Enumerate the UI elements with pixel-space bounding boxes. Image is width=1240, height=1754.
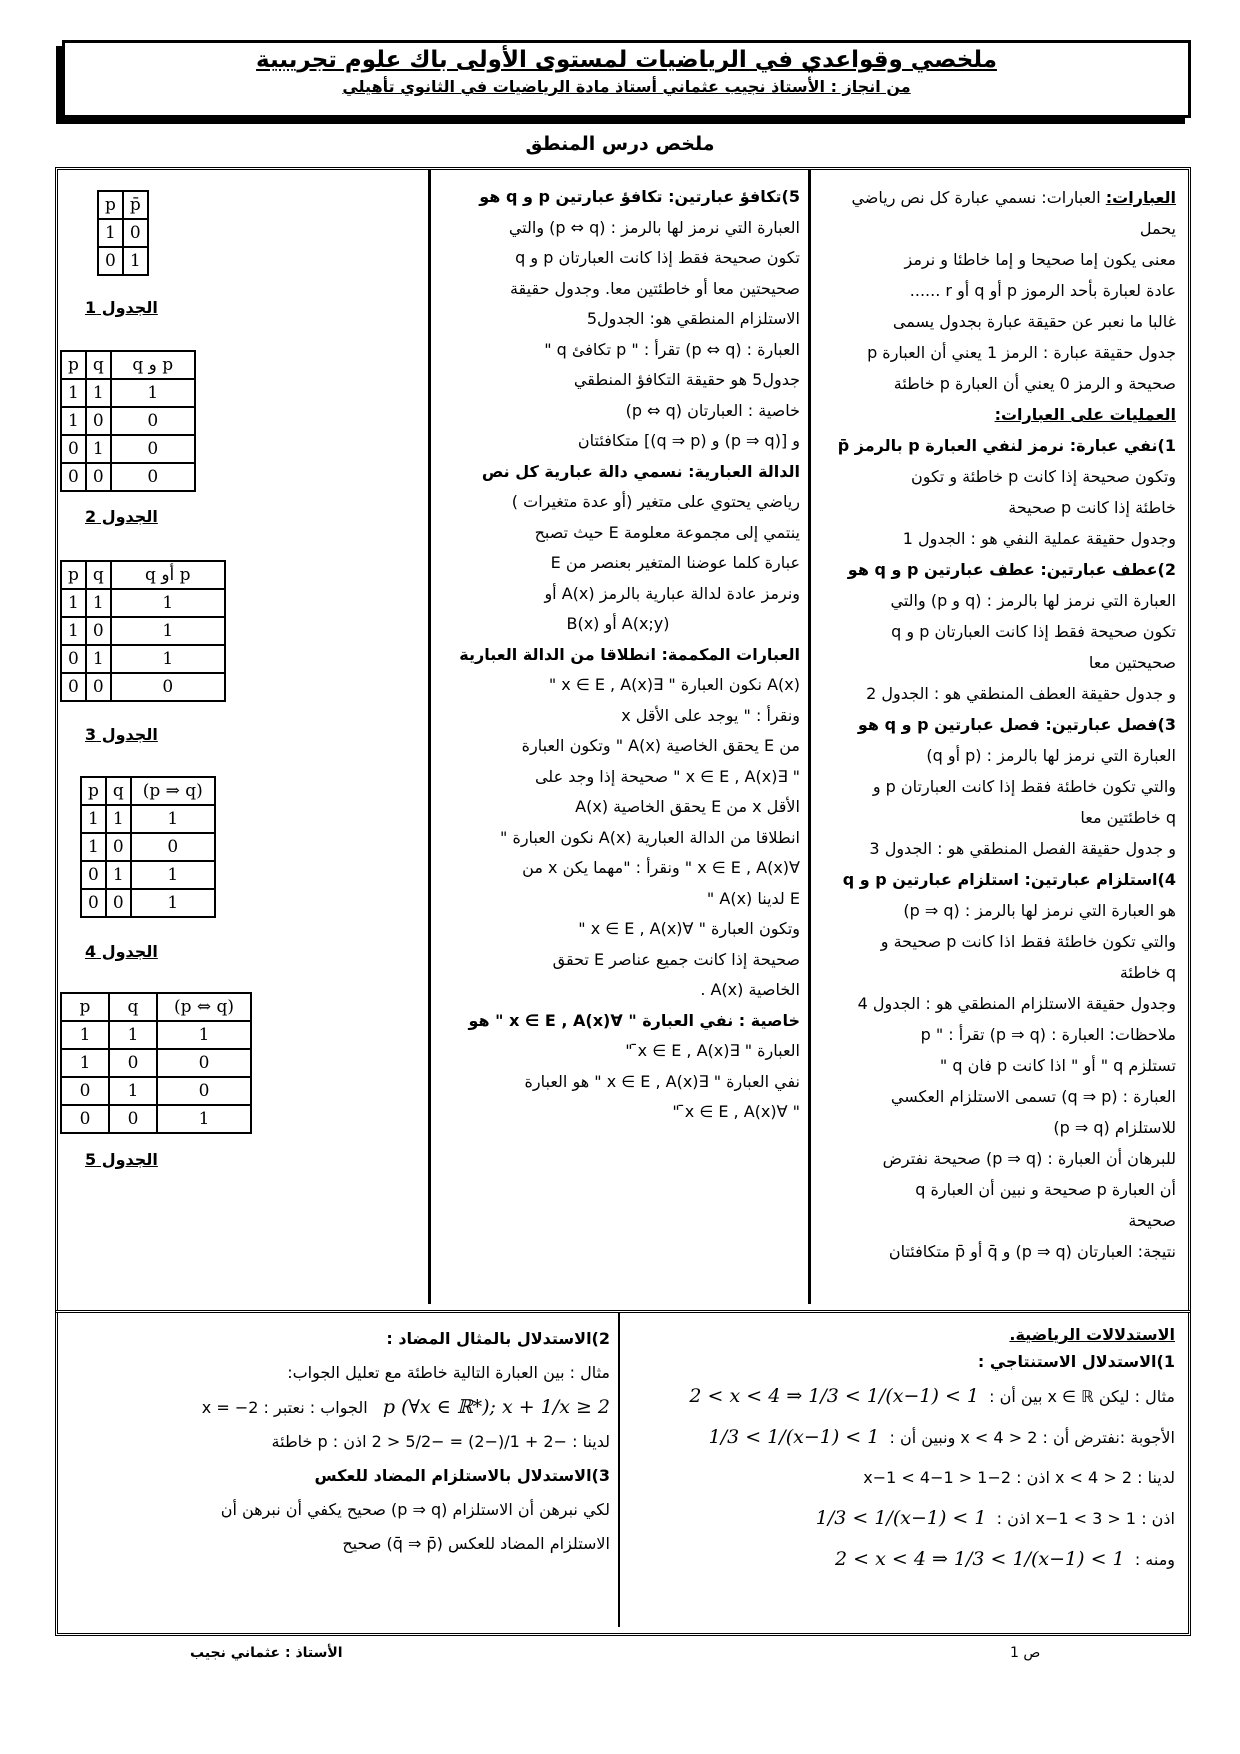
- table-cell: 0: [111, 407, 195, 435]
- propfunc-2: رياضي يحتوي على متغير (أو عدة متغيرات ): [511, 492, 800, 511]
- negation-prop-2: العبارة " ∃x ∈ E , A(x)̄ ": [625, 1041, 800, 1060]
- table-cell: 1: [61, 589, 86, 617]
- table-cell: 0: [111, 435, 195, 463]
- table-cell: 1: [81, 833, 106, 861]
- counterexample-title: 2)الاستدلال بالمثال المضاد :: [386, 1329, 610, 1348]
- table-cell: 0: [81, 889, 106, 917]
- equivalence-1: 5)تكافؤ عبارتين: تكافؤ عبارتين p و q هو: [479, 187, 800, 206]
- table-1-block: [97, 190, 149, 276]
- bottom-left-column: [65, 1322, 610, 1561]
- ops-title: العمليات على العبارات:: [994, 405, 1176, 424]
- quantified-6: الأقل x من E يحقق الخاصية A(x): [575, 797, 800, 816]
- table-cell: 0: [81, 861, 106, 889]
- deductive-step-3: [630, 1539, 1175, 1580]
- divider-right: [808, 170, 811, 1304]
- quantified-4: من E يحقق الخاصية A(x) " وتكون العبارة: [521, 736, 800, 755]
- quantified-10: وتكون العبارة " ∀x ∈ E , A(x) ": [578, 919, 800, 938]
- statements-label: العبارات:: [1105, 188, 1176, 207]
- table-cell: 1: [157, 1021, 251, 1049]
- table-1-caption: الجدول 1: [85, 298, 158, 317]
- table-cell: 1: [86, 435, 111, 463]
- middle-column: [436, 182, 800, 1128]
- equivalence-7: جدول5 هو حقيقة التكافؤ المنطقي: [573, 370, 800, 389]
- table-cell: 0: [111, 463, 195, 491]
- table-cell: 0: [61, 673, 86, 701]
- step2-math: 1/3 < 1/(x−1) < 1: [815, 1507, 987, 1529]
- quantified-9: E لدينا A(x) ": [706, 888, 800, 908]
- remarks-4: للاستلزام (p ⇒ q): [1053, 1118, 1176, 1137]
- table-cell: 1: [61, 1049, 109, 1077]
- table-header: q: [109, 993, 157, 1021]
- conjunction-3: تكون صحيحة فقط إذا كانت العبارتان p و q: [891, 622, 1176, 641]
- lower-divider: [618, 1313, 620, 1627]
- footer-author: الأستاذ : عثماني نجيب: [190, 1645, 343, 1661]
- table-header: (p ⇔ q): [157, 993, 251, 1021]
- table-cell: 1: [61, 1021, 109, 1049]
- quantified-12: الخاصية A(x) .: [700, 980, 800, 999]
- conjunction-1: 2)عطف عبارتين: عطف عبارتين p و q هو: [847, 560, 1176, 579]
- truth-table-1: [97, 190, 149, 276]
- remarks-3: العبارة : (q ⇒ p) تسمى الاستلزام العكسي: [890, 1087, 1176, 1106]
- footer-page-number: ص 1: [1010, 1645, 1041, 1661]
- negation-4: وجدول حقيقة عملية النفي هو : الجدول 1: [902, 529, 1176, 548]
- negation-3: خاطئة إذا كانت p صحيحة: [1008, 498, 1176, 517]
- table-header: (p ⇒ q): [131, 777, 215, 805]
- equivalence-2: العبارة التي نرمز لها بالرمز : (p ⇔ q) والتي: [508, 217, 800, 237]
- text-l1: العبارات: نسمي عبارة كل نص رياضي يحمل: [851, 188, 1176, 238]
- table-cell: 1: [106, 805, 131, 833]
- table-cell: 0: [111, 673, 225, 701]
- conjunction-5: و جدول حقيقة العطف المنطقي هو : الجدول 2: [866, 684, 1176, 703]
- table-cell: 1: [86, 645, 111, 673]
- table-cell: 1: [111, 645, 225, 673]
- table-cell: 0: [61, 1105, 109, 1133]
- disjunction-1: 3)فصل عبارتين: فصل عبارتين p و q هو: [857, 715, 1176, 734]
- table-cell: 1: [157, 1105, 251, 1133]
- deductive-step-2: [630, 1498, 1175, 1539]
- table-cell: 0: [61, 1077, 109, 1105]
- table-header: p: [98, 191, 123, 219]
- title-box: [62, 40, 1191, 118]
- table-cell: 1: [81, 805, 106, 833]
- deductive-step-1: لدينا : 2 < x < 4 اذن : 2−1 < x−1 < 4−1: [863, 1468, 1175, 1487]
- deductive-title: 1)الاستدلال الاستنتاجي :: [977, 1352, 1175, 1371]
- equivalence-6: العبارة : (p ⇔ q) تقرأ : " p تكافئ q ": [544, 339, 800, 359]
- table-2-block: [60, 350, 196, 492]
- remarks-1: ملاحظات: العبارة : (p ⇒ q) تقرأ : " p: [920, 1025, 1176, 1044]
- table-cell: 1: [123, 247, 148, 275]
- remarks-2: تستلزم q " أو " اذا كانت p فان q ": [939, 1056, 1176, 1075]
- deductive-example: [630, 1376, 1175, 1417]
- table-cell: 1: [86, 589, 111, 617]
- counterexample-formula: p (∀x ∈ ℝ*); x + 1/x ≥ 2: [382, 1396, 610, 1418]
- example-math: 2 < x < 4 ⇒ 1/3 < 1/(x−1) < 1: [689, 1385, 979, 1407]
- text-l3: عادة لعبارة بأحد الرموز p أو q أو r ......: [909, 281, 1176, 300]
- table-cell: 0: [109, 1049, 157, 1077]
- table-header: q أو p: [111, 561, 225, 589]
- text-l4: غالبا ما نعبر عن حقيقة عبارة بجدول يسمى: [892, 312, 1176, 331]
- table-cell: 1: [86, 379, 111, 407]
- table-cell: 1: [109, 1077, 157, 1105]
- table-cell: 1: [98, 219, 123, 247]
- table-cell: 0: [86, 407, 111, 435]
- table-header: p: [61, 993, 109, 1021]
- contrapositive-line2: الاستلزام المضاد للعكس (q̄ ⇒ p̄) صحيح: [342, 1534, 610, 1553]
- table-cell: 1: [111, 617, 225, 645]
- table-header: q و p: [111, 351, 195, 379]
- table-cell: 0: [86, 617, 111, 645]
- table-header: p: [61, 561, 86, 589]
- deductive-answer: [630, 1417, 1175, 1458]
- negation-2: وتكون صحيحة إذا كانت p خاطئة و تكون: [910, 467, 1176, 486]
- section-title: ملخص درس المنطق: [525, 133, 715, 155]
- reasoning-title: الاستدلالات الرياضية.: [1009, 1325, 1175, 1344]
- document-title: ملخصي وقواعدي في الرياضيات لمستوى الأولى باك علوم تجريبية: [256, 47, 997, 73]
- contrapositive-line1: لكي نبرهن أن الاستلزام (p ⇒ q) صحيح يكفي أن نبرهن أن: [220, 1500, 610, 1519]
- table-header: q: [106, 777, 131, 805]
- table-cell: 0: [98, 247, 123, 275]
- table-header: p: [81, 777, 106, 805]
- equivalence-4: صحيحتين معا أو خاطئتين معا. وجدول حقيقة: [509, 278, 800, 298]
- table-cell: 1: [111, 589, 225, 617]
- table-cell: 1: [61, 617, 86, 645]
- table-4-block: [80, 776, 216, 918]
- propfunc-6: A(x;y) أو B(x): [566, 614, 670, 633]
- table-cell: 1: [131, 805, 215, 833]
- step2-text: اذن : 1 < x−1 < 3 اذن :: [996, 1509, 1175, 1528]
- propfunc-3: ينتمي إلى مجموعة معلومة E حيث تصبح: [534, 522, 800, 542]
- counterexample-math: [65, 1390, 610, 1425]
- equivalence-8: خاصية : العبارتان (p ⇔ q): [625, 400, 800, 420]
- table-cell: 0: [86, 673, 111, 701]
- propfunc-1: الدالة العبارية: نسمي دالة عبارية كل نص: [481, 461, 800, 481]
- propfunc-4: عبارة كلما عوضنا المتغير بعنصر من E: [550, 553, 800, 572]
- quantified-3: ونقرأ : " يوجد على الأقل x: [621, 705, 800, 725]
- table-2-caption: الجدول 2: [85, 507, 158, 526]
- table-cell: 1: [131, 889, 215, 917]
- table-cell: 0: [131, 833, 215, 861]
- table-3-caption: الجدول 3: [85, 725, 158, 744]
- implication-3: والتي تكون خاطئة فقط اذا كانت p صحيحة و: [880, 932, 1176, 951]
- table-cell: 1: [106, 861, 131, 889]
- quantified-7: انطلاقا من الدالة العبارية A(x) نكون العبارة ": [500, 827, 800, 847]
- answer-text: الأجوبة :نفترض أن : 2 < x < 4 ونبين أن :: [889, 1428, 1175, 1447]
- equivalence-3: تكون صحيحة فقط إذا كانت العبارتان p و q: [515, 248, 800, 267]
- implication-1: 4)استلزام عبارتين: استلزام عبارتين p و q: [842, 870, 1176, 889]
- table-header: p: [61, 351, 86, 379]
- implication-4: q خاطئة: [1119, 963, 1176, 982]
- negation-prop-4: " ∀x ∈ E , A(x)̄ ": [672, 1102, 800, 1121]
- text-l2: معنى يكون إما صحيحا و إما خاطئا و نرمز: [904, 250, 1176, 269]
- equivalence-9: و [(p ⇒ q) و (q ⇒ p)] متكافئتان: [577, 431, 800, 450]
- remarks-7: صحيحة: [1128, 1211, 1176, 1230]
- remarks-6: أن العبارة p صحيحة و نبين أن العبارة q: [915, 1180, 1176, 1199]
- table-cell: 1: [61, 379, 86, 407]
- table-header: p̄: [123, 191, 148, 219]
- table-cell: 0: [157, 1077, 251, 1105]
- implication-2: هو العبارة التي نرمز لها بالرمز : (p ⇒ q): [903, 901, 1176, 920]
- table-cell: 0: [123, 219, 148, 247]
- table-cell: 1: [109, 1021, 157, 1049]
- result: نتيجة: العبارتان (p ⇒ q) و q̄ أو p̄ متكافئتان: [888, 1242, 1176, 1261]
- disjunction-5: و جدول حقيقة الفصل المنطقي هو : الجدول 3: [869, 839, 1176, 858]
- table-cell: 0: [86, 463, 111, 491]
- negation-prop-1: خاصية : نفي العبارة " ∀x ∈ E , A(x) " هو: [468, 1010, 800, 1030]
- quantified-5: " ∃x ∈ E , A(x) " صحيحة إذا وجد على: [534, 766, 800, 786]
- divider-left: [428, 170, 431, 1304]
- table-cell: 1: [111, 379, 195, 407]
- table-header: q: [86, 561, 111, 589]
- negation-1: 1)نفي عبارة: نرمز لنفي العبارة p بالرمز p̄: [837, 436, 1176, 455]
- counterexample-answer: الجواب : نعتبر : x = −2: [201, 1398, 368, 1417]
- truth-table-5: [60, 992, 252, 1134]
- table-5-caption: الجدول 5: [85, 1150, 158, 1169]
- bottom-right-column: [630, 1322, 1175, 1580]
- remarks-5: للبرهان أن العبارة : (p ⇒ q) صحيحة نفترض: [882, 1149, 1176, 1168]
- truth-table-2: [60, 350, 196, 492]
- table-header: q: [86, 351, 111, 379]
- text-l5: جدول حقيقة عبارة : الرمز 1 يعني أن العبارة p: [867, 343, 1176, 362]
- truth-table-4: [80, 776, 216, 918]
- table-cell: 0: [106, 889, 131, 917]
- table-cell: 0: [157, 1049, 251, 1077]
- table-cell: 0: [61, 645, 86, 673]
- disjunction-4: q خاطئتين معا: [1080, 808, 1176, 827]
- conjunction-4: صحيحتين معا: [1088, 653, 1176, 672]
- step3-text: ومنه :: [1134, 1550, 1175, 1569]
- table-cell: 0: [106, 833, 131, 861]
- equivalence-5: الاستلزام المنطقي هو: الجدول5: [586, 309, 800, 328]
- quantified-11: صحيحة إذا كانت جميع عناصر E تحقق: [552, 949, 800, 969]
- right-column: [818, 182, 1176, 1267]
- disjunction-2: العبارة التي نرمز لها بالرمز : (p أو q): [926, 746, 1176, 765]
- table-cell: 1: [61, 407, 86, 435]
- propfunc-5: ونرمز عادة لدالة عبارية بالرمز A(x) أو: [544, 583, 800, 603]
- table-5-block: [60, 992, 252, 1134]
- statements-def-line1: [818, 182, 1176, 244]
- answer-math: 1/3 < 1/(x−1) < 1: [708, 1426, 880, 1448]
- table-4-caption: الجدول 4: [85, 942, 158, 961]
- contrapositive-title: 3)الاستدلال بالاستلزام المضاد للعكس: [314, 1466, 610, 1485]
- disjunction-3: والتي تكون خاطئة فقط إذا كانت العبارتان p و: [872, 777, 1176, 796]
- negation-prop-3: نفي العبارة " ∃x ∈ E , A(x) " هو العبارة: [524, 1071, 800, 1091]
- conjunction-2: العبارة التي نرمز لها بالرمز : (q و p) والتي: [890, 591, 1176, 610]
- table-cell: 0: [61, 435, 86, 463]
- implication-5: وجدول حقيقة الاستلزام المنطقي هو : الجدول 4: [857, 994, 1176, 1013]
- example-text: مثال : ليكن x ∈ ℝ بين أن :: [989, 1387, 1175, 1406]
- table-cell: 0: [109, 1105, 157, 1133]
- counterexample-example: مثال : بين العبارة التالية خاطئة مع تعليل الجواب:: [287, 1363, 610, 1382]
- table-cell: 1: [131, 861, 215, 889]
- document-subtitle: من انجاز : الأستاذ نجيب عثماني أستاذ مادة الرياضيات في الثانوي تأهيلي: [342, 77, 911, 96]
- quantified-8: ∀x ∈ E , A(x) " ونقرأ : "مهما يكن x من: [522, 858, 800, 877]
- counterexample-conclusion: لدينا : −2 + 1/(−2) = −5/2 < 2 اذن : p خاطئة: [271, 1432, 610, 1451]
- truth-table-3: [60, 560, 226, 702]
- text-l6: صحيحة و الرمز 0 يعني أن العبارة p خاطئة: [893, 374, 1176, 393]
- table-cell: 0: [61, 463, 86, 491]
- step3-math: 2 < x < 4 ⇒ 1/3 < 1/(x−1) < 1: [835, 1548, 1125, 1570]
- table-3-block: [60, 560, 226, 702]
- quantified-2: A(x) نكون العبارة " ∃x ∈ E , A(x) ": [548, 675, 800, 694]
- quantified-1: العبارات المكممة: انطلاقا من الدالة العبارية: [459, 644, 800, 664]
